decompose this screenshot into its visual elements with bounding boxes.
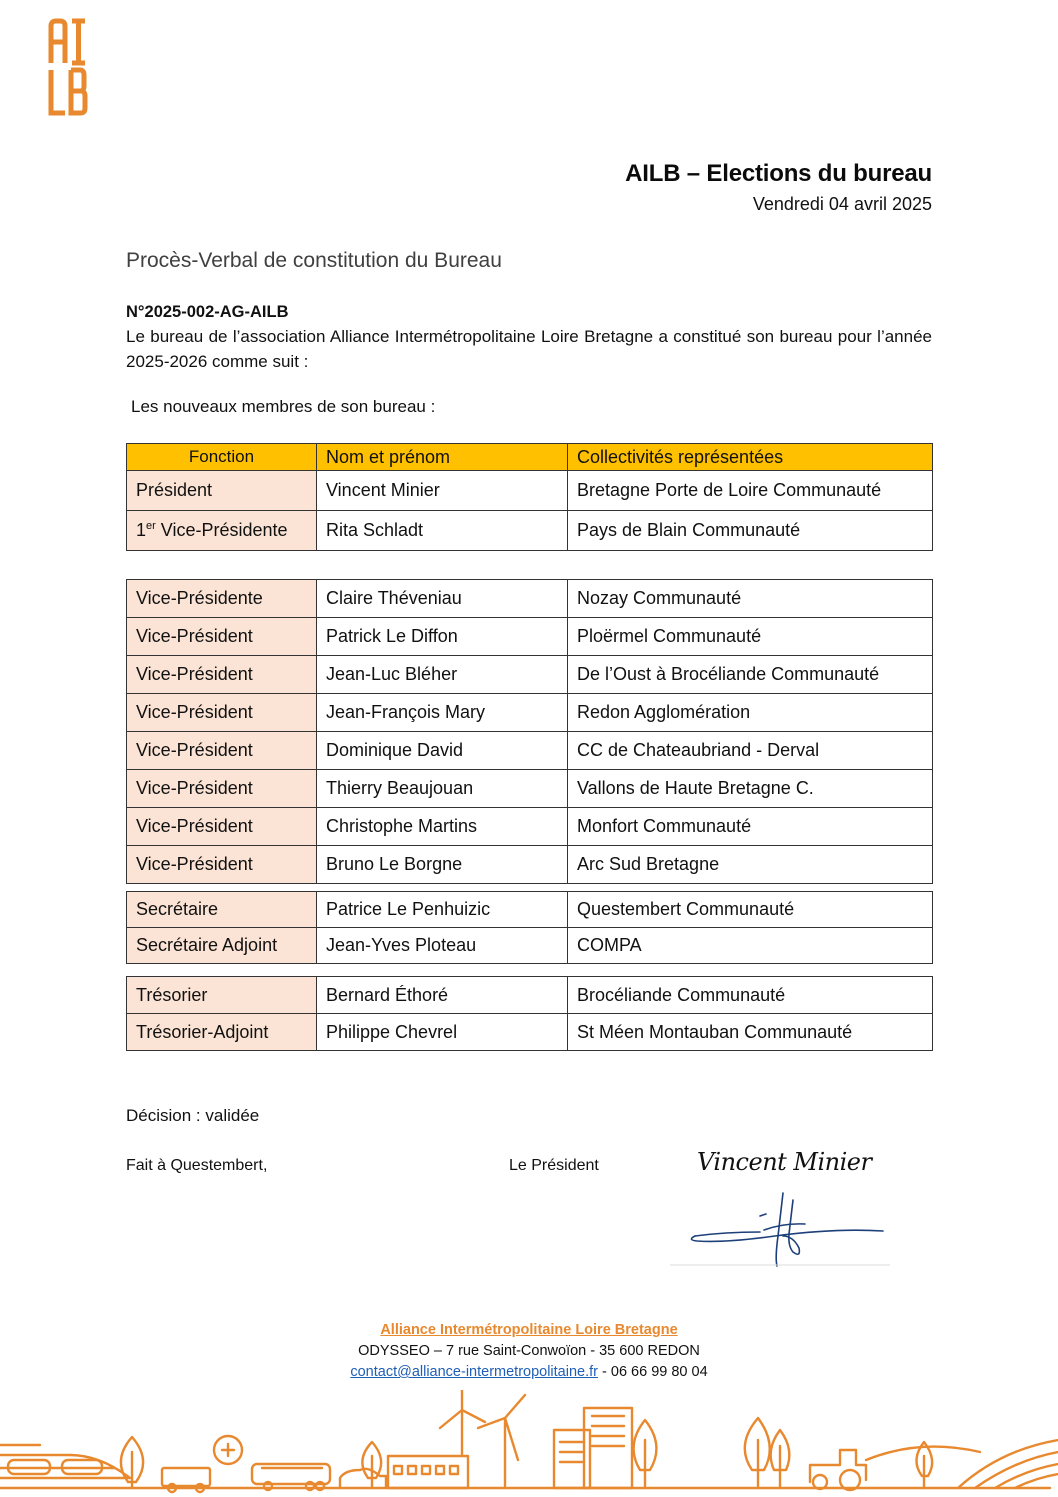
cell-fonction: Trésorier	[127, 977, 317, 1014]
table-header-row	[127, 444, 933, 471]
cell-fonction: Vice-Président	[127, 656, 317, 694]
cell-collectivite: Monfort Communauté	[568, 808, 933, 846]
table-row	[127, 770, 933, 808]
table-row	[127, 694, 933, 732]
table-row	[127, 928, 933, 964]
document-date: Vendredi 04 avril 2025	[752, 194, 932, 214]
bureau-table-presidency	[126, 443, 933, 551]
cell-nom: Claire Théveniau	[317, 580, 568, 618]
header-fonction: Fonction	[127, 444, 317, 471]
table-row	[127, 892, 933, 928]
handwritten-name: Vincent Minier	[697, 1148, 872, 1176]
cell-collectivite: Arc Sud Bretagne	[568, 846, 933, 884]
signature-icon	[665, 1188, 895, 1268]
skyline-illustration-icon	[0, 1390, 1058, 1497]
footer-email-link[interactable]: contact@alliance-intermetropolitaine.fr	[350, 1364, 598, 1380]
cell-fonction	[127, 511, 317, 551]
bureau-table-treasurers	[126, 976, 933, 1051]
cell-nom: Vincent Minier	[317, 471, 568, 511]
cell-collectivite: Vallons de Haute Bretagne C.	[568, 770, 933, 808]
document-title: AILB – Elections du bureau	[625, 160, 932, 187]
cell-nom: Patrick Le Diffon	[317, 618, 568, 656]
header-collectivite: Collectivités représentées	[568, 444, 933, 471]
cell-collectivite: Nozay Communauté	[568, 580, 933, 618]
title-block	[625, 160, 932, 215]
table-row	[127, 846, 933, 884]
intro-paragraph: Le bureau de l’association Alliance Intermétropolitaine Loire Bretagne a constitué son bureau pour l’année 2025-2026 comme suit :	[126, 327, 932, 371]
fonction-label: Vice-Présidente	[155, 520, 288, 540]
section-heading: Procès-Verbal de constitution du Bureau	[126, 249, 502, 272]
cell-fonction: Vice-Président	[127, 846, 317, 884]
table-row	[127, 808, 933, 846]
footer-address: ODYSSEO – 7 rue Saint-Conwoïon - 35 600 REDON	[358, 1343, 700, 1359]
cell-collectivite: Redon Agglomération	[568, 694, 933, 732]
ordinal-number: 1	[136, 520, 147, 540]
bureau-table-vice-presidents	[126, 579, 933, 884]
footer	[0, 1320, 1058, 1383]
cell-fonction: Trésorier-Adjoint	[127, 1014, 317, 1051]
cell-fonction: Secrétaire Adjoint	[127, 928, 317, 964]
cell-nom: Jean-Yves Ploteau	[317, 928, 568, 964]
cell-collectivite: COMPA	[568, 928, 933, 964]
ordinal-suffix: er	[146, 520, 156, 532]
cell-collectivite: Ploërmel Communauté	[568, 618, 933, 656]
cell-fonction: Vice-Président	[127, 618, 317, 656]
cell-collectivite: Bretagne Porte de Loire Communauté	[568, 471, 933, 511]
table-row	[127, 618, 933, 656]
cell-fonction: Vice-Président	[127, 694, 317, 732]
cell-collectivite: Brocéliande Communauté	[568, 977, 933, 1014]
table-row	[127, 1014, 933, 1051]
cell-collectivite: De l’Oust à Brocéliande Communauté	[568, 656, 933, 694]
cell-nom: Bernard Éthoré	[317, 977, 568, 1014]
place-text: Fait à Questembert,	[126, 1157, 268, 1174]
footer-org-link[interactable]: Alliance Intermétropolitaine Loire Bretagne	[380, 1322, 678, 1338]
reference-number: N°2025-002-AG-AILB	[126, 303, 289, 321]
cell-nom: Patrice Le Penhuizic	[317, 892, 568, 928]
footer-separator: -	[597, 1364, 611, 1380]
cell-fonction: Président	[127, 471, 317, 511]
table-row	[127, 511, 933, 551]
table-row	[127, 656, 933, 694]
cell-collectivite: St Méen Montauban Communauté	[568, 1014, 933, 1051]
cell-collectivite: Questembert Communauté	[568, 892, 933, 928]
cell-collectivite: Pays de Blain Communauté	[568, 511, 933, 551]
bureau-table-secretaries	[126, 891, 933, 964]
header-nom: Nom et prénom	[317, 444, 568, 471]
cell-nom: Dominique David	[317, 732, 568, 770]
cell-nom: Philippe Chevrel	[317, 1014, 568, 1051]
cell-nom: Thierry Beaujouan	[317, 770, 568, 808]
ailb-logo	[48, 18, 88, 116]
cell-nom: Rita Schladt	[317, 511, 568, 551]
members-label: Les nouveaux membres de son bureau :	[131, 397, 436, 416]
table-row	[127, 471, 933, 511]
cell-fonction: Vice-Présidente	[127, 580, 317, 618]
decision-text: Décision : validée	[126, 1106, 260, 1125]
cell-nom: Jean-François Mary	[317, 694, 568, 732]
footer-phone: 06 66 99 80 04	[610, 1364, 708, 1380]
signatory-role: Le Président	[509, 1157, 599, 1174]
cell-nom: Christophe Martins	[317, 808, 568, 846]
table-row	[127, 977, 933, 1014]
cell-fonction: Secrétaire	[127, 892, 317, 928]
cell-collectivite: CC de Chateaubriand - Derval	[568, 732, 933, 770]
cell-nom: Bruno Le Borgne	[317, 846, 568, 884]
table-row	[127, 732, 933, 770]
cell-fonction: Vice-Président	[127, 732, 317, 770]
cell-fonction: Vice-Président	[127, 808, 317, 846]
cell-fonction: Vice-Président	[127, 770, 317, 808]
cell-nom: Jean-Luc Bléher	[317, 656, 568, 694]
table-row	[127, 580, 933, 618]
